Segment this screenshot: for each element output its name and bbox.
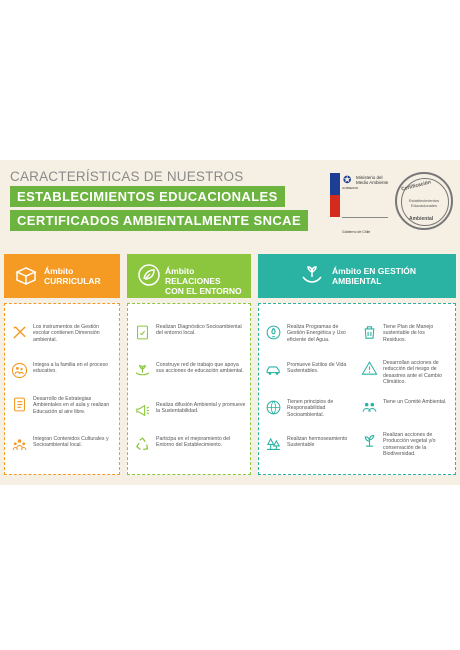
column-title <box>165 266 251 296</box>
recycle-icon <box>134 436 151 453</box>
chile-flag-icon <box>330 173 340 217</box>
document-icon <box>134 324 151 341</box>
item-text: Realiza difusión Ambiental y promueve la Sustentabilidad. <box>156 402 246 415</box>
notebook-icon <box>11 396 28 413</box>
certification-seal <box>395 172 453 230</box>
column-title-line-2: CON EL ENTORNO <box>165 286 242 296</box>
logo-divider <box>342 217 388 218</box>
column-title <box>44 266 101 286</box>
card-relaciones <box>127 303 251 475</box>
column-title-line-1: Ámbito RELACIONES <box>165 266 221 286</box>
column-header-gestion <box>258 254 456 298</box>
item-text: Promueve Estilos de Vida Sustentables. <box>287 362 347 375</box>
title-line-3: CERTIFICADOS AMBIENTALMENTE SNCAE <box>10 210 308 231</box>
crest-icon: ✪ <box>343 175 352 186</box>
warning-icon <box>361 360 378 377</box>
globe-icon <box>265 399 282 416</box>
energy-water-icon <box>265 324 282 341</box>
item-text: Integran Contenidos Culturales y Socioambiental local. <box>33 436 109 449</box>
seal-top: Certificación <box>400 179 432 193</box>
column-header-relaciones <box>127 254 251 298</box>
column-header-curricular <box>4 254 120 298</box>
plant-hands-icon <box>134 362 151 379</box>
item-text: Realiza Programas de Gestión Energética y Uso eficiente del Agua. <box>287 324 346 343</box>
card-gestion <box>258 303 456 475</box>
seedling-icon <box>361 432 378 449</box>
title-line-2: ESTABLECIMIENTOS EDUCACIONALES <box>10 186 285 207</box>
ministry-label: Ministerio del Medio Ambiente <box>356 175 389 185</box>
seal-middle: Establecimientos Educacionales <box>408 198 440 208</box>
item-text: Tienen principios de Responsabilidad Socioambiental. <box>287 399 334 418</box>
car-icon <box>265 362 282 379</box>
item-text: Tiene un Comité Ambiental. <box>383 399 447 405</box>
item-text: Desarrollan acciones de reducción del riesgo de desastres ante el Cambio Climático. <box>383 360 442 386</box>
seal-bottom: Ambiental <box>409 216 434 222</box>
gob-label: Gobierno de Chile <box>342 230 371 234</box>
waste-icon <box>361 324 378 341</box>
item-text: Realizan Diagnóstico Socioambiental del entorno local. <box>156 324 242 337</box>
team-icon <box>361 399 378 416</box>
leaf-icon <box>137 263 161 287</box>
family-icon <box>11 362 28 379</box>
ministry-logo <box>330 173 390 235</box>
megaphone-icon <box>134 402 151 419</box>
tools-icon <box>11 324 28 341</box>
poster <box>0 160 460 485</box>
card-curricular <box>4 303 120 475</box>
item-text: Los instrumentos de Gestión escolar contienen Dimensión ambiental. <box>33 324 100 343</box>
title-line-1: CARACTERÍSTICAS DE NUESTROS <box>10 169 244 184</box>
box-icon <box>14 263 38 287</box>
column-title-line-1: Ámbito <box>44 266 74 276</box>
trees-icon <box>265 436 282 453</box>
community-icon <box>11 436 28 453</box>
item-text: Realizan acciones de Producción vegetal y/o conservación de la Biodiversidad. <box>383 432 436 458</box>
item-text: Construye red de trabajo que apoya sus acciones de educación ambiental. <box>156 362 244 375</box>
item-text: Integra a la familia en el proceso educativo. <box>33 362 108 375</box>
column-title <box>332 266 416 286</box>
item-text: Desarrollo de Estrategias Ambientales en el aula y realizan Educación al aire libre. <box>33 396 110 415</box>
item-text: Realizan hermoseamiento Sustentable <box>287 436 348 449</box>
column-title-line-2: CURRICULAR <box>44 276 101 286</box>
sprout-hands-icon <box>300 263 324 287</box>
column-title-line-2: AMBIENTAL <box>332 276 382 286</box>
gov-label: GOBIERNO <box>342 186 359 190</box>
item-text: Tiene Plan de Manejo sustentable de los Residuos. <box>383 324 434 343</box>
item-text: Participa en el mejoramiento del Entorno del Establecimiento. <box>156 436 231 449</box>
column-title-line-1: Ámbito EN GESTIÓN <box>332 266 417 276</box>
